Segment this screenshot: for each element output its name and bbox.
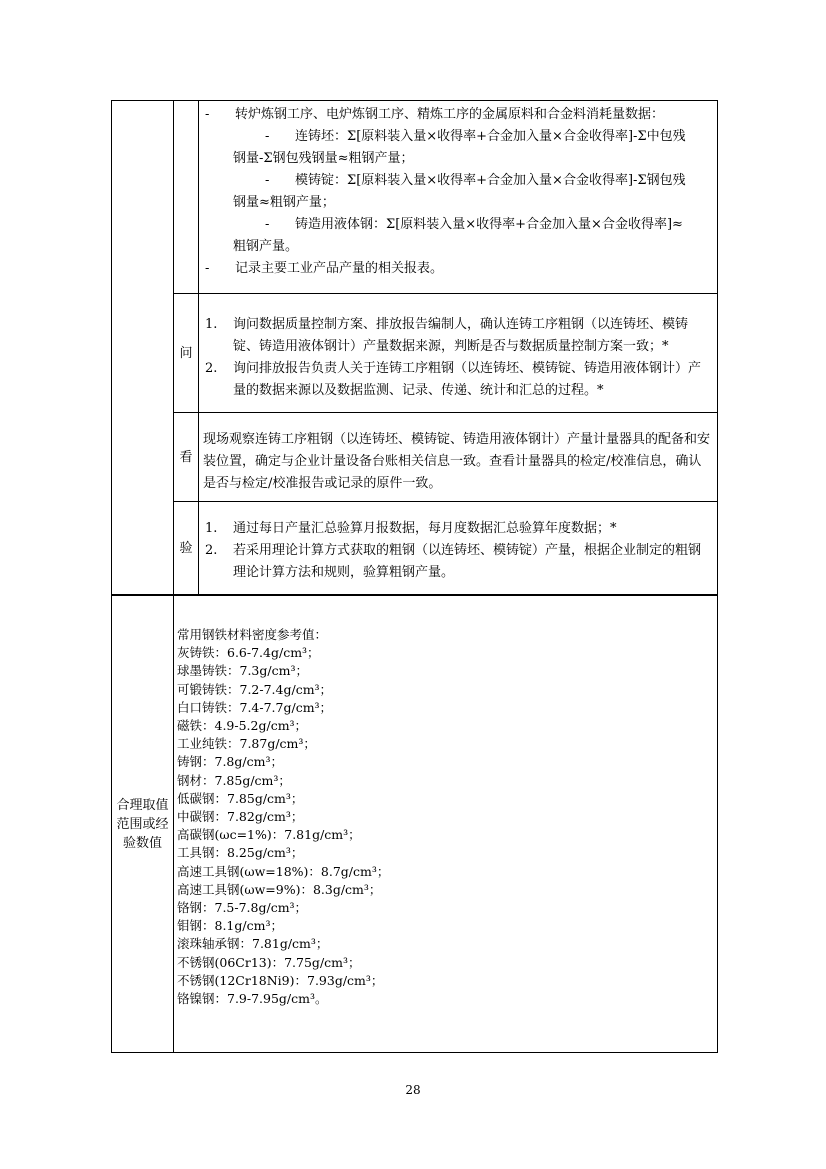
verify-label: 验 <box>174 502 199 595</box>
verification-table <box>111 100 718 595</box>
data-source-cell: - 转炉炼钢工序、电炉炼钢工序、精炼工序的金属原料和合金料消耗量数据： - 连铸坯：Σ[原料装入量×收得率+合金加入量×合金收得率]-Σ中包残 钢量-Σ钢包残钢量≈粗钢产量； - 模铸锭：Σ[原料装入量×收得率+合金加入量×合金收得率]-Σ钢包残 钢量≈粗钢产量； - 铸造用液体钢：Σ[原料装入量×收得率+合金加入量×合金收得率]≈ 粗钢产量。 - 记录主要工业产品产量的相关报表。 <box>199 101 718 294</box>
density-item: 不锈钢(12Cr18Ni9)：7.93g/cm³； <box>177 972 384 988</box>
density-item: 不锈钢(06Cr13)：7.75g/cm³； <box>177 954 361 970</box>
ask-label: 问 <box>174 294 199 413</box>
density-item: 灰铸铁：6.6-7.4g/cm³； <box>177 645 320 661</box>
density-item: 磁铁：4.9-5.2g/cm³； <box>177 718 308 734</box>
density-item: 高速工具钢(ωw=18%)：8.7g/cm³； <box>177 863 390 879</box>
ask-item-2: 2. 询问排放报告负责人关于连铸工序粗钢（以连铸坯、模铸锭、铸造用液体钢计）产量的数据来源以及数据监测、记录、传递、统计和汇总的过程。* <box>205 361 702 398</box>
density-item: 低碳钢：7.85g/cm³； <box>177 790 304 806</box>
data-item-2: 记录主要工业产品产量的相关报表。 <box>235 261 444 276</box>
density-list <box>177 644 714 1008</box>
density-item: 工业纯铁：7.87g/cm³； <box>177 736 316 752</box>
density-item: 高碳钢(ωc=1%)：7.81g/cm³； <box>177 827 361 843</box>
density-item: 铬钢：7.5-7.8g/cm³； <box>177 900 308 916</box>
density-item: 铬镍钢：7.9-7.95g/cm³。 <box>177 991 328 1007</box>
ask-content-cell <box>199 294 718 413</box>
verify-content-cell <box>199 502 718 595</box>
density-item: 工具钢：8.25g/cm³； <box>177 845 304 861</box>
density-item: 钢材：7.85g/cm³； <box>177 772 291 788</box>
density-item: 滚珠轴承钢：7.81g/cm³； <box>177 936 329 952</box>
reference-content-cell <box>174 596 718 1053</box>
category-cell-empty <box>112 101 174 595</box>
reference-table <box>111 595 718 1053</box>
density-item: 高速工具钢(ωw=9%)：8.3g/cm³； <box>177 881 382 897</box>
look-content-cell <box>199 413 718 502</box>
formula-ingot-line2: 钢量≈粗钢产量； <box>233 195 335 210</box>
verify-item-2: 2. 若采用理论计算方式获取的粗钢（以连铸坯、模铸锭）产量，根据企业制定的粗钢理论计算方法和规则，验算粗钢产量。 <box>205 543 702 580</box>
formula-liquid-steel-line1: 铸造用液体钢：Σ[原料装入量×收得率+合金加入量×合金收得率]≈ <box>295 217 683 232</box>
density-item: 可锻铸铁：7.2-7.4g/cm³； <box>177 681 333 697</box>
density-item: 钼钢：8.1g/cm³； <box>177 918 283 934</box>
density-item: 白口铸铁：7.4-7.7g/cm³； <box>177 699 333 715</box>
formula-liquid-steel-line2: 粗钢产量。 <box>233 239 299 254</box>
look-text: 现场观察连铸工序粗钢（以连铸坯、模铸锭、铸造用液体钢计）产量计量器具的配备和安装位置，确定与企业计量设备台账相关信息一致。查看计量器具的检定/校准信息，确认是否与检定/校准报告或记录的原件一致。 <box>203 432 711 491</box>
look-label: 看 <box>174 413 199 502</box>
ask-item-1: 1. 询问数据质量控制方案、排放报告编制人，确认连铸工序粗钢（以连铸坯、模铸锭、铸造用液体钢计）产量数据来源，判断是否与数据质量控制方案一致；* <box>205 317 689 354</box>
formula-billet-line1: 连铸坯：Σ[原料装入量×收得率+合金加入量×合金收得率]-Σ中包残 <box>295 129 686 144</box>
method-cell-empty <box>174 101 199 294</box>
verify-item-1: 1. 通过每日产量汇总验算月报数据，每月度数据汇总验算年度数据；* <box>205 521 617 536</box>
reference-label: 合理取值 范围或经 验数值 <box>112 596 174 1053</box>
density-item: 中碳钢：7.82g/cm³； <box>177 809 304 825</box>
reference-heading: 常用钢铁材料密度参考值： <box>177 627 328 642</box>
data-item-1: 转炉炼钢工序、电炉炼钢工序、精炼工序的金属原料和合金料消耗量数据： <box>235 107 665 122</box>
density-item: 球墨铸铁：7.3g/cm³； <box>177 663 308 679</box>
page-number: 28 <box>405 1083 421 1097</box>
formula-ingot-line1: 模铸锭：Σ[原料装入量×收得率+合金加入量×合金收得率]-Σ钢包残 <box>295 173 686 188</box>
density-item: 铸钢：7.8g/cm³； <box>177 754 283 770</box>
formula-billet-line2: 钢量-Σ钢包残钢量≈粗钢产量； <box>233 151 414 166</box>
